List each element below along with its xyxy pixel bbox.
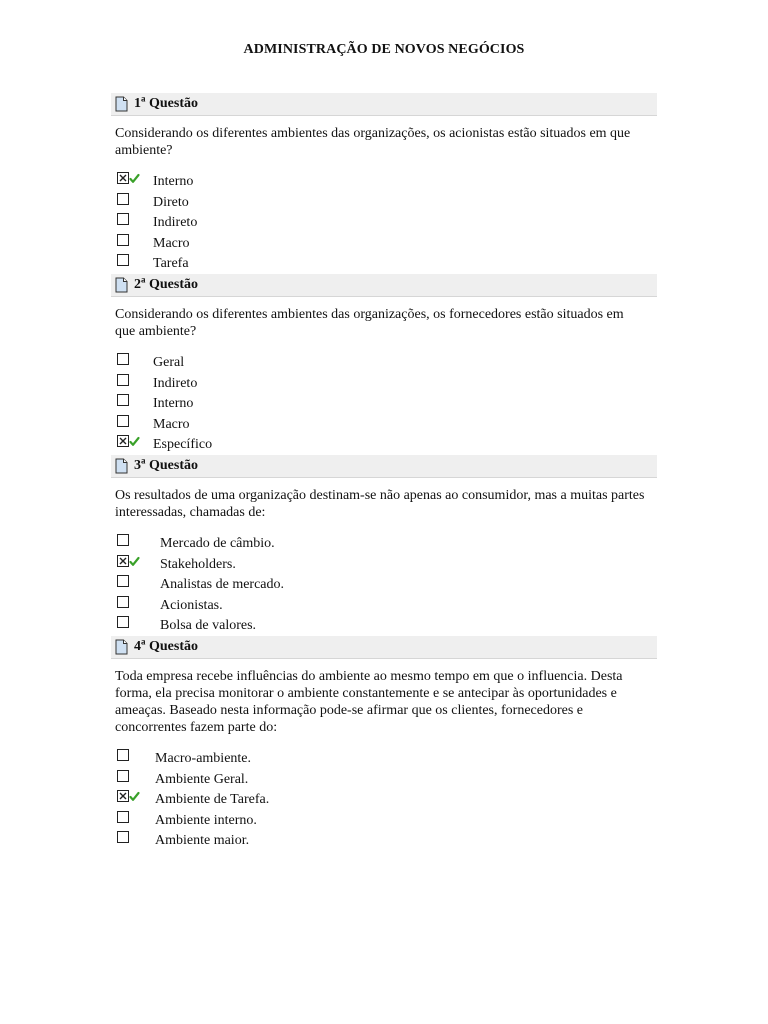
option-label: Ambiente maior. bbox=[155, 833, 250, 849]
option-item[interactable] bbox=[117, 415, 657, 436]
checkbox-icon[interactable] bbox=[117, 435, 143, 449]
question-number: 2$^a$ Questão bbox=[134, 274, 198, 292]
option-label: Macro bbox=[153, 416, 190, 432]
option-item[interactable] bbox=[117, 234, 657, 255]
question-3 bbox=[111, 455, 657, 637]
option-item[interactable] bbox=[117, 749, 657, 770]
option-item[interactable] bbox=[117, 575, 657, 596]
option-item[interactable] bbox=[117, 616, 657, 637]
option-item[interactable] bbox=[117, 790, 657, 811]
option-item[interactable] bbox=[117, 596, 657, 617]
option-label: Ambiente de Tarefa. bbox=[155, 792, 270, 808]
checkbox-icon[interactable] bbox=[117, 193, 131, 207]
option-label: Interno bbox=[153, 396, 194, 412]
option-item[interactable] bbox=[117, 353, 657, 374]
question-text: Os resultados de uma organização destinam-se não apenas ao consumidor, mas a muitas partes interessadas, chamadas de: bbox=[115, 488, 645, 520]
option-label: Tarefa bbox=[153, 256, 189, 272]
checkbox-icon[interactable] bbox=[117, 831, 131, 845]
option-label: Ambiente interno. bbox=[155, 812, 257, 828]
document-icon bbox=[115, 96, 128, 112]
page-title: ADMINISTRAÇÃO DE NOVOS NEGÓCIOS bbox=[243, 42, 525, 57]
question-4 bbox=[111, 636, 657, 852]
checkbox-icon[interactable] bbox=[117, 616, 131, 630]
option-item[interactable] bbox=[117, 193, 657, 214]
checkbox-icon[interactable] bbox=[117, 415, 131, 429]
question-number: 1$^a$ Questão bbox=[134, 93, 198, 111]
option-label: Ambiente Geral. bbox=[155, 771, 249, 787]
option-label: Específico bbox=[153, 437, 213, 453]
option-label: Geral bbox=[153, 355, 185, 371]
document-icon bbox=[115, 639, 128, 655]
question-text: Considerando os diferentes ambientes das organizações, os fornecedores estão situados em que ambiente? bbox=[115, 307, 624, 339]
options-list bbox=[117, 353, 657, 456]
option-item[interactable] bbox=[117, 213, 657, 234]
option-item[interactable] bbox=[117, 435, 657, 456]
option-label: Interno bbox=[153, 174, 194, 190]
document-icon bbox=[115, 458, 128, 474]
option-item[interactable] bbox=[117, 811, 657, 832]
options-list bbox=[117, 749, 657, 852]
question-header bbox=[111, 93, 657, 116]
options-list bbox=[117, 534, 657, 637]
checkbox-icon[interactable] bbox=[117, 770, 131, 784]
option-item[interactable] bbox=[117, 534, 657, 555]
question-1 bbox=[111, 93, 657, 275]
option-label: Analistas de mercado. bbox=[160, 577, 285, 593]
checkbox-icon[interactable] bbox=[117, 534, 131, 548]
option-label: Indireto bbox=[153, 215, 198, 231]
checkbox-icon[interactable] bbox=[117, 596, 131, 610]
checkbox-icon[interactable] bbox=[117, 353, 131, 367]
option-item[interactable] bbox=[117, 770, 657, 791]
option-item[interactable] bbox=[117, 172, 657, 193]
option-item[interactable] bbox=[117, 555, 657, 576]
question-header bbox=[111, 636, 657, 659]
checkbox-icon[interactable] bbox=[117, 575, 131, 589]
checkbox-icon[interactable] bbox=[117, 213, 131, 227]
option-label: Macro bbox=[153, 235, 190, 251]
checkbox-icon[interactable] bbox=[117, 555, 143, 569]
option-label: Indireto bbox=[153, 375, 198, 391]
option-item[interactable] bbox=[117, 831, 657, 852]
question-header bbox=[111, 455, 657, 478]
document-icon bbox=[115, 277, 128, 293]
question-number: 4$^a$ Questão bbox=[134, 636, 198, 654]
checkbox-icon[interactable] bbox=[117, 374, 131, 388]
checkbox-icon[interactable] bbox=[117, 254, 131, 268]
question-text: Toda empresa recebe influências do ambiente ao mesmo tempo em que o influencia. Desta forma, ela precisa monitorar o ambiente constantemente e se antecipar às oportunidades e ameaças. Baseado nesta informação pode-se afirmar que os clientes, fornecedores e concorrentes fazem parte do: bbox=[115, 669, 623, 735]
question-number: 3$^a$ Questão bbox=[134, 455, 198, 473]
question-2 bbox=[111, 274, 657, 456]
option-label: Mercado de câmbio. bbox=[160, 536, 275, 552]
checkbox-icon[interactable] bbox=[117, 172, 143, 186]
option-item[interactable] bbox=[117, 254, 657, 275]
options-list bbox=[117, 172, 657, 275]
checkbox-icon[interactable] bbox=[117, 234, 131, 248]
question-header bbox=[111, 274, 657, 297]
option-label: Direto bbox=[153, 194, 189, 210]
question-text: Considerando os diferentes ambientes das organizações, os acionistas estão situados em que ambiente? bbox=[115, 126, 631, 158]
option-label: Acionistas. bbox=[160, 597, 223, 613]
option-item[interactable] bbox=[117, 374, 657, 395]
checkbox-icon[interactable] bbox=[117, 811, 131, 825]
option-label: Stakeholders. bbox=[160, 556, 236, 572]
checkbox-icon[interactable] bbox=[117, 790, 143, 804]
option-item[interactable] bbox=[117, 394, 657, 415]
checkbox-icon[interactable] bbox=[117, 394, 131, 408]
option-label: Bolsa de valores. bbox=[160, 618, 257, 634]
checkbox-icon[interactable] bbox=[117, 749, 131, 763]
option-label: Macro-ambiente. bbox=[155, 751, 252, 767]
